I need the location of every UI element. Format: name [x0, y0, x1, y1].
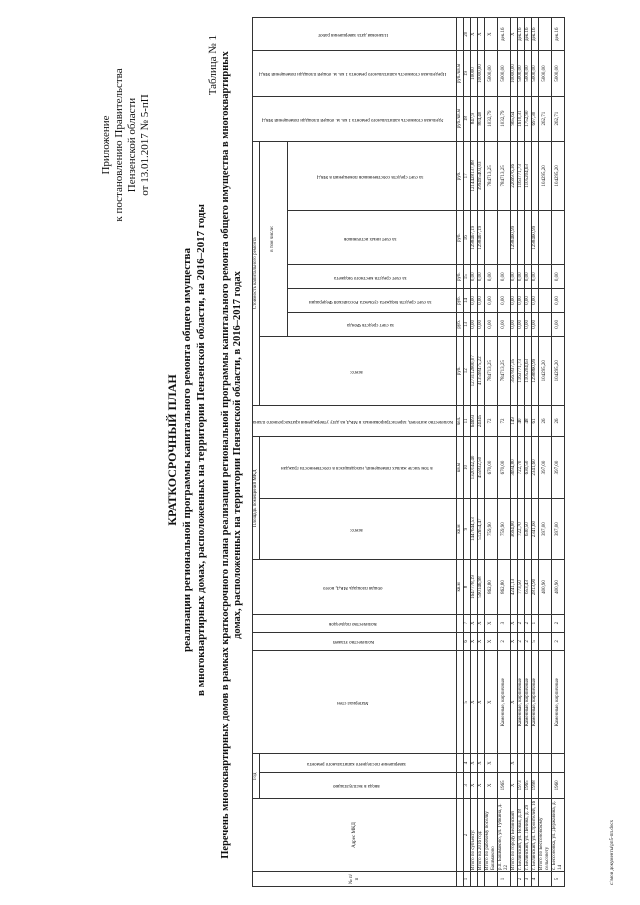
- table-cell: Х: [511, 18, 518, 51]
- table-cell: 0,00: [518, 289, 525, 313]
- table-cell: 804,40: [478, 96, 485, 141]
- table-cell: 0,00: [471, 265, 478, 289]
- unit-cell: кв.м: [457, 560, 464, 614]
- column-number-cell: 3: [464, 772, 471, 798]
- col-year-repair-header: завершение последнего капитального ремонта: [260, 754, 457, 772]
- column-number-cell: 2: [464, 799, 471, 872]
- unit-cell: кв.м: [457, 437, 464, 499]
- appendix-line: Приложение: [100, 115, 112, 175]
- table-cell: 590146,98: [478, 560, 485, 614]
- table-cell: 10000,00: [478, 51, 485, 96]
- table-cell: [518, 754, 525, 772]
- table-cell: 670,00: [498, 437, 511, 499]
- table-cell: 2341,60: [532, 437, 539, 499]
- table-cell: Х: [485, 651, 498, 754]
- col-local-header: за счет средств местного бюджета: [287, 265, 456, 289]
- table-cell: Х: [478, 772, 485, 798]
- appendix-block: [100, 40, 152, 250]
- table-row: [471, 18, 478, 887]
- title-sub: реализации региональной программы капитального ремонта общего имущества: [181, 248, 193, 652]
- unit-cell: [457, 872, 464, 887]
- table-cell: 3694,80: [511, 437, 518, 499]
- column-number-cell: 8: [464, 560, 471, 614]
- table-cell: р.п. Башмаково, ул. Губкина, д. 22: [498, 799, 511, 872]
- table-cell: Каменные, кирпичные: [532, 651, 539, 754]
- table-cell: Х: [511, 614, 518, 632]
- column-number-cell: 9: [464, 498, 471, 560]
- table-cell: 0,00: [478, 265, 485, 289]
- table-cell: 1298467,19: [478, 211, 485, 265]
- table-cell: 455832,50: [478, 437, 485, 499]
- col-cost-all-header: всего:: [260, 336, 457, 405]
- table-cell: [539, 772, 552, 798]
- unit-cell: руб.: [457, 336, 464, 405]
- column-number-cell: 15: [464, 265, 471, 289]
- unit-cell: [457, 651, 464, 754]
- col-address-header: Адрес МКД: [253, 799, 457, 872]
- column-number-cell: 11: [464, 405, 471, 436]
- table-cell: Х: [511, 772, 518, 798]
- table-cell: Х: [511, 632, 518, 650]
- table-cell: Х: [485, 614, 498, 632]
- unit-cell: [457, 614, 464, 632]
- units-row: [457, 18, 464, 887]
- table-cell: [498, 754, 511, 772]
- table-cell: 1320142,40: [471, 437, 478, 499]
- column-number-cell: 5: [464, 651, 471, 754]
- table-cell: г. Белинский, ул. Строителей, 16: [532, 799, 539, 872]
- col-floors-header: Количество этажей: [253, 632, 457, 650]
- col-deadline-header: Плановая дата завершения работ: [253, 18, 457, 51]
- col-entrances-header: Количество подъездов: [253, 614, 457, 632]
- col-cost-group-header: Стоимость капитального ремонта: [253, 141, 260, 405]
- column-number-cell: 13: [464, 312, 471, 336]
- table-cell: 1298467,19: [471, 211, 478, 265]
- plan-table: [252, 17, 565, 887]
- table-cell: 72: [498, 405, 511, 436]
- table-cell: с. Бессоновка, ул. Державина, д. 14: [552, 799, 565, 872]
- table-cell: 397,00: [539, 437, 552, 499]
- table-cell: 0,00: [511, 265, 518, 289]
- table-cell: 5000,00: [532, 51, 539, 96]
- unit-cell: [457, 632, 464, 650]
- table-cell: дек.16: [525, 18, 532, 51]
- table-cell: Итого по городу Белинский: [511, 799, 518, 872]
- table-cell: 1: [532, 614, 539, 632]
- col-total-area-header: общая площадь МКД, всего: [253, 560, 457, 614]
- table-cell: 0,00: [485, 312, 498, 336]
- table-cell: 670,00: [485, 437, 498, 499]
- table-row: [518, 18, 525, 887]
- table-cell: 1298860,99: [532, 336, 539, 405]
- table-cell: 697,30: [532, 96, 539, 141]
- title-main: КРАТКОСРОЧНЫЙ ПЛАН: [165, 374, 179, 526]
- table-cell: 3: [525, 872, 532, 887]
- table-cell: 1105204,63: [525, 141, 532, 210]
- table-cell: г. Белинский, ул. Ленина, д. 29: [525, 799, 532, 872]
- table-cell: [485, 872, 498, 887]
- unit-cell: [457, 772, 464, 798]
- table-cell: 2: [525, 632, 532, 650]
- table-cell: 0,00: [471, 312, 478, 336]
- col-regional-header: за счет средств бюджета субъекта Российской Федерации: [287, 289, 456, 313]
- table-cell: 397,00: [552, 498, 565, 560]
- table-cell: 0,00: [485, 289, 498, 313]
- table-cell: 0,00: [485, 265, 498, 289]
- table-cell: 0,00: [498, 289, 511, 313]
- table-cell: Х: [478, 632, 485, 650]
- table-cell: 2813,90: [532, 560, 539, 614]
- unit-cell: [457, 799, 464, 872]
- unit-cell: руб.: [457, 265, 464, 289]
- col-owners-header: за счет средств собственников помещений в МКД: [287, 141, 456, 210]
- table-cell: 400,90: [539, 560, 552, 614]
- table-cell: 0,00: [511, 312, 518, 336]
- table-cell: Х: [471, 651, 478, 754]
- table-cell: 2: [552, 614, 565, 632]
- table-cell: 104295,20: [539, 336, 552, 405]
- table-cell: 5: [532, 632, 539, 650]
- table-cell: 1998: [532, 772, 539, 798]
- table-cell: 5000,00: [539, 51, 552, 96]
- unit-cell: руб.: [457, 211, 464, 265]
- table-cell: 0,00: [525, 265, 532, 289]
- table-cell: 0,00: [478, 289, 485, 313]
- table-cell: [498, 211, 511, 265]
- table-cell: [539, 614, 552, 632]
- table-cell: 5000,00: [518, 51, 525, 96]
- title-sub: в многоквартирных домах, расположенных на территории Пензенской области, на 2016–2017 годы: [195, 204, 207, 696]
- col-limit-cost-header: Предельная стоимость капитального ремонта 1 кв. м. общей площади помещений МКД: [253, 51, 457, 96]
- unit-cell: чел.: [457, 405, 464, 436]
- column-number-cell: 19: [464, 51, 471, 96]
- table-cell: 773,50: [518, 560, 525, 614]
- appendix-line: Пензенской области: [126, 97, 138, 193]
- appendix-line: от 13.01.2017 № 5-пП: [139, 94, 151, 196]
- table-cell: 61: [532, 405, 539, 436]
- table-cell: 262,71: [539, 96, 552, 141]
- unit-cell: [457, 18, 464, 51]
- table-cell: 397,00: [539, 498, 552, 560]
- column-number-cell: 14: [464, 289, 471, 313]
- table-cell: 1105204,63: [525, 336, 532, 405]
- table-cell: Х: [471, 18, 478, 51]
- table-cell: 262,71: [552, 96, 565, 141]
- table-cell: Х: [478, 18, 485, 51]
- table-cell: Итого по субъекту:: [471, 799, 478, 872]
- table-row: [552, 18, 565, 887]
- table-cell: 0,00: [532, 265, 539, 289]
- table-cell: дек.16: [498, 18, 511, 51]
- table-cell: Каменные, кирпичные: [518, 651, 525, 754]
- appendix-line: к постановлению Правительства: [113, 68, 125, 222]
- table-cell: [525, 211, 532, 265]
- table-cell: 653,43: [525, 560, 532, 614]
- table-cell: 512654,47: [478, 498, 485, 560]
- table-cell: Х: [511, 754, 518, 772]
- document-title: [165, 55, 208, 845]
- table-cell: 413598475,22: [478, 336, 485, 405]
- table-row: [478, 18, 485, 887]
- column-number-cell: 1: [464, 872, 471, 887]
- table-cell: 26: [539, 405, 552, 436]
- table-cell: 2: [498, 632, 511, 650]
- table-cell: 0,00: [471, 289, 478, 313]
- column-numbers-row: [464, 18, 471, 887]
- table-cell: 0,00: [525, 312, 532, 336]
- table-cell: 0,00: [478, 312, 485, 336]
- table-cell: 784713,25: [485, 336, 498, 405]
- table-cell: 2: [518, 614, 525, 632]
- table-body: [471, 18, 565, 887]
- table-cell: 26: [552, 405, 565, 436]
- col-walls-header: Материал стен: [253, 651, 457, 754]
- table-cell: 400,90: [552, 560, 565, 614]
- table-cell: 1973: [518, 772, 525, 798]
- table-cell: [539, 312, 552, 336]
- unit-cell: [457, 754, 464, 772]
- table-cell: 5000,00: [525, 51, 532, 96]
- column-number-cell: 7: [464, 614, 471, 632]
- table-cell: Итого по рабочему поселку Башмаково: [485, 799, 498, 872]
- table-cell: 0,00: [518, 265, 525, 289]
- table-cell: 0,00: [518, 312, 525, 336]
- table-cell: 104295,20: [539, 141, 552, 210]
- table-cell: Итого на 2016 год:: [478, 799, 485, 872]
- table-cell: [485, 211, 498, 265]
- table-cell: Х: [478, 754, 485, 772]
- table-cell: Каменные, кирпичные: [552, 651, 565, 754]
- table-cell: [539, 289, 552, 313]
- col-fund-header: за счет средств Фонда: [287, 312, 456, 336]
- col-year-built-header: ввода в эксплуатацию: [260, 772, 457, 798]
- table-cell: 1298460,99: [511, 211, 518, 265]
- col-area-group-header: Площадь помещений МКД: [253, 437, 260, 560]
- table-cell: 4241,13: [511, 560, 518, 614]
- col-incl-header: в том числе:: [260, 141, 288, 336]
- table-row: [511, 18, 518, 887]
- table-cell: [539, 265, 552, 289]
- table-cell: Х: [471, 614, 478, 632]
- table-cell: 759,90: [498, 498, 511, 560]
- table-cell: 2: [552, 632, 565, 650]
- file-path-footer: c:\мои документы\рп5-пп.docx: [610, 819, 615, 885]
- table-cell: 784713,25: [498, 336, 511, 405]
- table-cell: 48: [525, 405, 532, 436]
- table-cell: 1032,79: [485, 96, 498, 141]
- table-cell: 1214428137,88: [471, 141, 478, 210]
- table-cell: 2341,60: [532, 498, 539, 560]
- table-cell: 1752,90: [525, 96, 532, 141]
- table-cell: Х: [485, 632, 498, 650]
- table-row: [539, 18, 552, 887]
- table-row: [525, 18, 532, 887]
- table-cell: 64693: [471, 405, 478, 436]
- table-cell: Х: [471, 632, 478, 650]
- table-cell: 5000,00: [552, 51, 565, 96]
- table-cell: Итого по Бессоновскому сельсовету: [539, 799, 552, 872]
- table-cell: Х: [478, 614, 485, 632]
- table-cell: [539, 872, 552, 887]
- unit-cell: кв.м: [457, 498, 464, 560]
- table-cell: 1647778,19: [471, 560, 478, 614]
- table-cell: Х: [485, 754, 498, 772]
- col-residents-header: Количество жителей, зарегистрированных в МКД на дату утверждения краткосрочного плана: [253, 405, 457, 436]
- table-cell: 104295,20: [552, 141, 565, 210]
- column-number-cell: 6: [464, 632, 471, 650]
- table-cell: 0,00: [511, 289, 518, 313]
- table-cell: [532, 754, 539, 772]
- table-cell: 965,64: [511, 96, 518, 141]
- table-cell: 0,00: [552, 312, 565, 336]
- table-cell: [539, 754, 552, 772]
- table-cell: Каменные, кирпичные: [498, 651, 511, 754]
- table-cell: 1610,31: [518, 96, 525, 141]
- table-cell: 149: [511, 405, 518, 436]
- table-cell: 759,90: [485, 498, 498, 560]
- table-cell: Х: [511, 651, 518, 754]
- table-row: [532, 18, 539, 887]
- table-cell: 10000: [471, 51, 478, 96]
- table-cell: 0,00: [498, 312, 511, 336]
- table-cell: 3567837,35: [511, 336, 518, 405]
- table-cell: Каменные, кирпичные: [525, 651, 532, 754]
- unit-cell: руб./кв.м: [457, 96, 464, 141]
- column-number-cell: 12: [464, 336, 471, 405]
- table-cell: 784713,25: [498, 141, 511, 210]
- table-cell: 72: [485, 405, 498, 436]
- table-heading: Перечень многоквартирных домов в рамках краткосрочного плана реализации региональной программы капитального ремонта общего имущества в многоквартирных домах, расположенных на территории Пензенской области, в 2016–2017 годах: [220, 51, 243, 859]
- table-cell: 40: [518, 405, 525, 436]
- table-cell: 722,70: [518, 498, 525, 560]
- table-cell: 0,00: [498, 265, 511, 289]
- table-cell: [539, 18, 552, 51]
- col-unit-cost-header: Удельная стоимость капитального ремонта 1 кв. м. общей площади помещений МКД: [253, 96, 457, 141]
- table-cell: [478, 872, 485, 887]
- table-cell: 0,00: [532, 312, 539, 336]
- table-cell: 399495403,03: [478, 141, 485, 210]
- table-cell: 2: [518, 872, 525, 887]
- table-cell: Х: [485, 18, 498, 51]
- table-cell: 397,00: [552, 437, 565, 499]
- table-cell: 2: [525, 614, 532, 632]
- table-cell: 1: [498, 872, 511, 887]
- table-row: [485, 18, 498, 887]
- table-cell: [511, 872, 518, 887]
- table-cell: дек.16: [518, 18, 525, 51]
- table-cell: [539, 651, 552, 754]
- table-cell: г. Белинский, ул. Новая, д.18: [518, 799, 525, 872]
- table-cell: [532, 141, 539, 210]
- col-area-citizens-header: в том числе жилых помещений, находящихся в собственности граждан: [260, 437, 457, 499]
- table-cell: 1298460,99: [532, 211, 539, 265]
- table-cell: 0,00: [525, 289, 532, 313]
- column-number-cell: 10: [464, 437, 471, 499]
- table-cell: 0,00: [552, 265, 565, 289]
- table-cell: 10000,00: [511, 51, 518, 96]
- table-cell: 4: [532, 872, 539, 887]
- table-cell: 104295,20: [552, 336, 565, 405]
- table-cell: 24345: [478, 405, 485, 436]
- table-number: Таблица № 1: [207, 35, 219, 96]
- table-cell: 0,00: [532, 289, 539, 313]
- table-cell: 1960: [552, 772, 565, 798]
- column-number-cell: 18: [464, 96, 471, 141]
- table-row: [498, 18, 511, 887]
- unit-cell: руб./кв.м: [457, 51, 464, 96]
- table-cell: [471, 872, 478, 887]
- table-cell: [552, 754, 565, 772]
- table-cell: 5: [552, 872, 565, 887]
- table-cell: Х: [471, 754, 478, 772]
- column-number-cell: 20: [464, 18, 471, 51]
- table-cell: дек.16: [532, 18, 539, 51]
- table-cell: 5000,00: [485, 51, 498, 96]
- col-num-header: № п/п: [253, 872, 457, 887]
- table-cell: 1032,79: [498, 96, 511, 141]
- table-cell: [525, 754, 532, 772]
- table-cell: Х: [471, 772, 478, 798]
- table-cell: 1965: [525, 772, 532, 798]
- table-cell: 1447644,53: [471, 498, 478, 560]
- col-other-header: за счет иных источников: [287, 211, 456, 265]
- table-cell: 630,50: [525, 498, 532, 560]
- table-cell: 1163771,73: [518, 141, 525, 210]
- table-cell: 2: [518, 632, 525, 650]
- table-cell: 862,80: [498, 560, 511, 614]
- table-cell: 847,9: [471, 96, 478, 141]
- table-cell: 862,80: [485, 560, 498, 614]
- table-cell: Х: [485, 772, 498, 798]
- table-cell: Х: [478, 651, 485, 754]
- table-cell: 1965: [498, 772, 511, 798]
- table-cell: 3694,80: [511, 498, 518, 560]
- table-cell: 0,00: [552, 289, 565, 313]
- table-cell: 2269976,36: [511, 141, 518, 210]
- unit-cell: руб.: [457, 141, 464, 210]
- table-cell: 1273112800,07: [471, 336, 478, 405]
- unit-cell: руб.: [457, 289, 464, 313]
- col-year-header: Год: [253, 754, 260, 799]
- table-cell: [518, 211, 525, 265]
- table-cell: дек.16: [552, 18, 565, 51]
- table-cell: 3: [498, 614, 511, 632]
- table-cell: [539, 632, 552, 650]
- table-cell: 1163771,73: [518, 336, 525, 405]
- table-cell: 722,70: [518, 437, 525, 499]
- column-number-cell: 16: [464, 211, 471, 265]
- table-cell: [539, 211, 552, 265]
- table-cell: [552, 211, 565, 265]
- col-area-all-header: всего:: [260, 498, 457, 560]
- unit-cell: руб.: [457, 312, 464, 336]
- column-number-cell: 4: [464, 754, 471, 772]
- table-cell: 5000,00: [498, 51, 511, 96]
- column-number-cell: 17: [464, 141, 471, 210]
- table-cell: 630,50: [525, 437, 532, 499]
- table-cell: 784713,25: [485, 141, 498, 210]
